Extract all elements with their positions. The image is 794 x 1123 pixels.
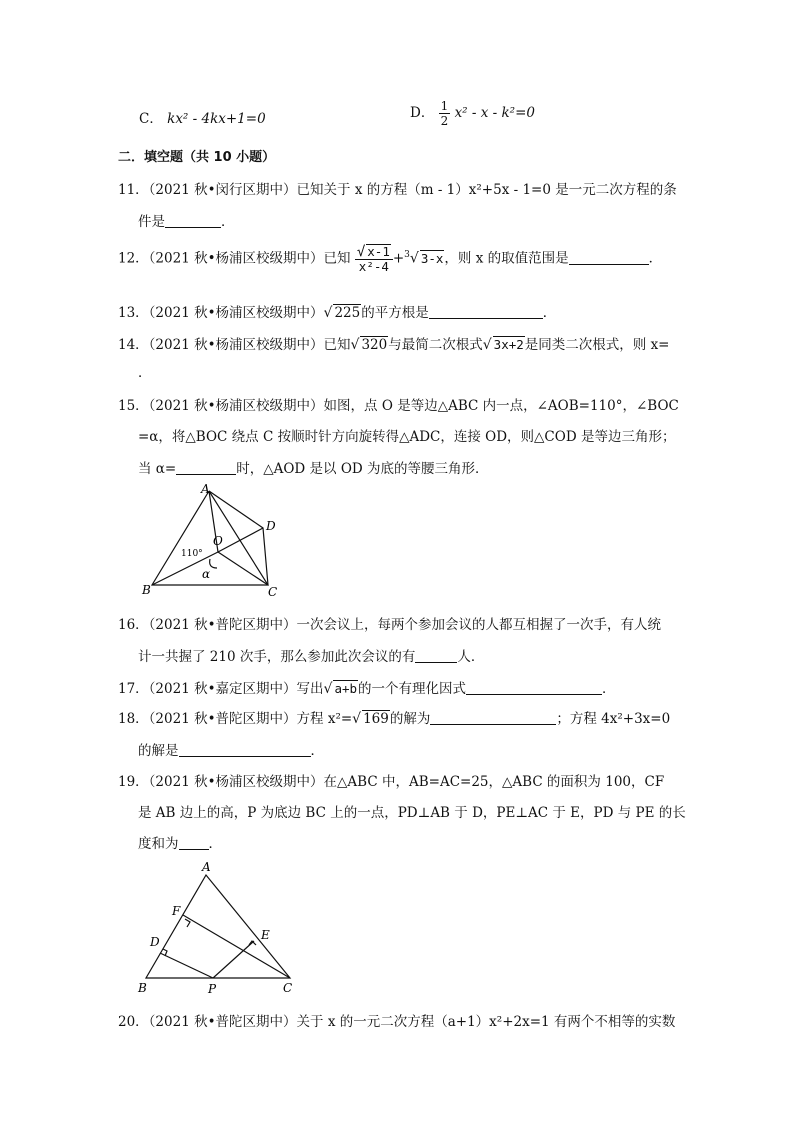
segment-cf [183,915,290,978]
label-p: P [208,982,217,996]
q15-text: 当 α= [138,461,177,477]
q12-fraction [355,244,393,274]
q12-numerator: √ x-1 [355,244,393,260]
question-16-line-2 [138,645,484,665]
label-d: D [150,935,160,949]
q14-radicand-1: 320 [361,337,388,353]
answer-blank[interactable] [466,681,602,695]
q17-end: ． [602,681,616,697]
question-14-line-2: ． [138,365,152,381]
q11-end: ． [221,214,235,230]
label-angle-110: 110° [181,549,203,559]
answer-blank[interactable] [165,214,221,228]
answer-blank[interactable] [176,461,236,475]
question-18: 18．（2021 秋•普陀区期中）方程 x²=√ 169的解为 ；方程 4x²+3x=0 [118,711,671,727]
right-angle-f [185,919,190,927]
segment-co [218,552,268,585]
label-o: O [213,534,223,548]
q19-text: 度和为 [138,836,179,852]
question-17: 17．（2021 秋•嘉定区期中）写出√ a+b的一个有理化因式 ． [118,681,616,697]
q13-text: 13．（2021 秋•杨浦区校级期中） [118,305,324,321]
question-15-line-2: =α，将△BOC 绕点 C 按顺时针方向旋转得△ADC，连接 OD，则△COD 是等边三角形； [138,429,676,445]
label-e: E [261,928,270,942]
label-c: C [268,585,278,599]
label-b: B [142,583,151,597]
question-19-line-1: 19．（2021 秋•杨浦区校级期中）在△ABC 中，AB=AC=25，△ABC 的面积为 100，CF [118,774,665,790]
q13-text-post: 的平方根是 [361,305,429,321]
q12-cube-index: 3 [404,250,410,260]
option-d [410,99,535,128]
q18-text-post: ；方程 4x²+3x=0 [556,711,671,727]
fraction-denominator: 2 [440,114,449,128]
question-12: 12．（2021 秋•杨浦区校级期中）已知 $\frac{√ x-1}{\text{x²-4}}$ +$^3$√ 3-x，则 x 的取值范围是 ． [118,244,663,274]
q13-end: ． [542,305,557,321]
triangle-abc [146,875,290,978]
label-c: C [283,981,293,995]
option-c-label: C． [139,111,163,127]
q12-text: 12．（2021 秋•杨浦区校级期中）已知 [118,250,351,267]
question-20-line-1: 20．（2021 秋•普陀区期中）关于 x 的一元二次方程（a+1）x²+2x=1 有两个不相等的实数 [118,1014,676,1030]
question-16-line-1: 16．（2021 秋•普陀区期中）一次会议上，每两个参加会议的人都互相握了一次手，有人统 [118,617,662,633]
question-19-line-2: 是 AB 边上的高，P 为底边 BC 上的一点，PD⊥AB 于 D，PE⊥AC 于 E，PD 与 PE 的长 [138,805,686,821]
section-heading: 二．填空题（共 10 小题） [118,150,276,165]
option-d-fraction [439,99,451,128]
answer-blank[interactable] [429,305,543,319]
fraction-numerator: 1 [440,99,449,113]
q13-radicand: 225 [334,305,361,321]
q18-line2-text: 的解是 [138,743,179,759]
answer-blank[interactable] [415,649,457,663]
q18-radicand: 169 [363,711,389,727]
q14-text-post: 是同类二次根式，则 x= [524,337,670,353]
q14-text: 14．（2021 秋•杨浦区校级期中）已知 [118,337,351,353]
q12-numerator-radicand: x-1 [367,244,390,259]
answer-blank[interactable] [179,836,209,850]
q18-text-mid: 的解为 [389,711,431,727]
answer-blank[interactable] [569,251,649,265]
q17-text-post: 的一个有理化因式 [358,681,467,697]
figure-15-diagram [135,480,285,600]
q17-radicand: a+b [334,681,358,696]
label-a: A [202,860,211,874]
q12-denominator: x²-4 [358,259,389,274]
q12-plus: + [392,250,405,267]
answer-blank[interactable] [430,711,556,725]
q12-cube-radicand: 3-x [420,250,444,266]
angle-alpha-arc [210,559,217,568]
question-11-line-2 [138,210,235,230]
q12-end: ． [648,250,663,267]
q15-text-post: 时，△AOD 是以 OD 为底的等腰三角形． [236,461,489,477]
label-f: F [172,904,181,918]
label-b: B [138,981,147,995]
label-a: A [201,482,210,496]
segment-od [218,528,263,552]
q12-text-post: ，则 x 的取值范围是 [444,250,569,267]
option-d-label: D． [410,105,435,121]
label-d: D [266,519,276,533]
segment-pe [213,941,254,978]
q14-radicand-2: 3x+2 [493,337,524,352]
q16-text-post: 人． [457,649,485,665]
answer-blank[interactable] [179,743,311,757]
q18-line2-end: ． [310,743,324,759]
question-19-line-3 [138,832,222,852]
question-18-line-2 [138,739,324,759]
q19-text-post: ． [208,836,222,852]
figure-19-diagram [130,855,300,1000]
q18-text: 18．（2021 秋•普陀区期中）方程 x²= [118,711,353,727]
option-c [139,107,266,127]
question-14: 14．（2021 秋•杨浦区校级期中）已知√ 320与最简二次根式√ 3x+2是同类二次根式，则 x= [118,337,670,353]
q16-text: 计一共握了 210 次手，那么参加此次会议的有 [138,649,416,665]
question-15-line-1: 15．（2021 秋•杨浦区校级期中）如图，点 O 是等边△ABC 内一点，∠AOB=110°，∠BOC [118,398,679,414]
option-d-expression: x² - x - k²=0 [454,105,535,121]
q17-text: 17．（2021 秋•嘉定区期中）写出 [118,681,324,697]
label-alpha: α [202,567,211,581]
option-c-expression: kx² - 4kx+1=0 [167,111,266,127]
question-15-line-3 [138,457,489,477]
q11-text: 件是 [138,214,165,230]
question-11-line-1: 11．（2021 秋•闵行区期中）已知关于 x 的方程（m - 1）x²+5x - 1=0 是一元二次方程的条 [118,182,677,198]
question-13: 13．（2021 秋•杨浦区校级期中）√ 225的平方根是 ． [118,305,557,321]
segment-pd [160,953,213,978]
q14-text-mid: 与最简二次根式 [388,337,483,353]
